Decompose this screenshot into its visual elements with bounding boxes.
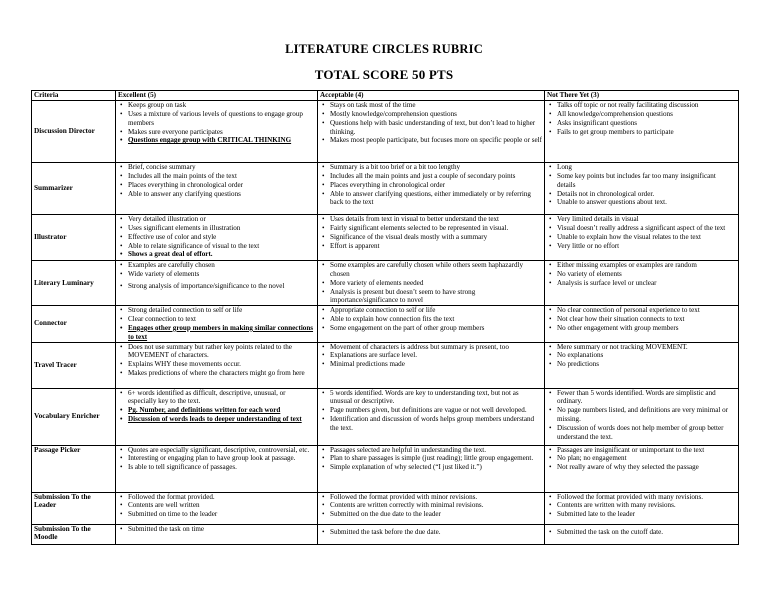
list-item: • Effective use of color and style <box>128 233 315 242</box>
list-item: • All knowledge/comprehension questions <box>557 110 736 119</box>
rubric-title: LITERATURE CIRCLES RUBRIC <box>285 42 483 56</box>
list-item: • Unable to answer questions about text. <box>557 198 736 207</box>
list-item: • Able to answer clarifying questions, either immediately or by referring back to the text <box>330 190 542 208</box>
list-item: • No predictions <box>557 360 736 369</box>
list-item: • Questions help with basic understanding of text, but don’t lead to higher thinking. <box>330 119 542 137</box>
criteria-cell: Connector <box>32 306 116 342</box>
list-item: • Contents are written correctly with minimal revisions. <box>330 501 542 510</box>
list-item: • Questions engage group with CRITICAL THINKING <box>128 136 315 145</box>
list-item: • Stays on task most of the time <box>330 101 542 110</box>
criteria-cell: Travel Tracer <box>32 342 116 388</box>
not-there-yet-cell <box>545 215 739 261</box>
list-item: • Able to relate significance of visual to the text <box>128 242 315 251</box>
list-item: • Wide variety of elements <box>128 270 315 279</box>
list-item: • Plan to share passages is simple (just reading); little group engagement. <box>330 454 542 463</box>
list-item: • Page numbers given, but definitions are vague or not well developed. <box>330 406 542 415</box>
list-item: • Significance of the visual deals mostly with a summary <box>330 233 542 242</box>
criteria-cell: Discussion Director <box>32 101 116 163</box>
list-item: • Followed the format provided with minor revisions. <box>330 493 542 502</box>
not-there-yet-cell <box>545 163 739 215</box>
acceptable-cell <box>318 163 545 215</box>
list-item: • Clear connection to text <box>128 315 315 324</box>
excellent-cell <box>116 342 318 388</box>
criteria-cell: Vocabulary Enricher <box>32 388 116 445</box>
acceptable-cell <box>318 342 545 388</box>
list-item: • Very detailed illustration or <box>128 215 315 224</box>
list-item: • 5 words identified. Words are key to understanding text, but not as unusual or descriptive. <box>330 389 542 407</box>
acceptable-cell <box>318 261 545 306</box>
list-item: • Brief, concise summary <box>128 163 315 172</box>
not-there-yet-cell <box>545 445 739 492</box>
list-item: • No plan; no engagement <box>557 454 736 463</box>
list-item: • Shows a great deal of effort. <box>128 250 315 259</box>
table-row <box>32 492 739 524</box>
list-item: • Is able to tell significance of passages. <box>128 463 315 472</box>
list-item: • Strong detailed connection to self or life <box>128 306 315 315</box>
list-item: • Able to explain how connection fits the text <box>330 315 542 324</box>
rubric-total-score: TOTAL SCORE 50 PTS <box>314 67 454 82</box>
list-item: • Summary is a bit too brief or a bit too lengthy <box>330 163 542 172</box>
list-item: • Analysis is present but doesn’t seem to have strong importance/significance to novel <box>330 288 542 306</box>
header-excellent: Excellent (5) <box>116 91 318 101</box>
list-item: • Not clear how their situation connects to text <box>557 315 736 324</box>
list-item: • Uses significant elements in illustration <box>128 224 315 233</box>
excellent-cell <box>116 261 318 306</box>
list-item: • Simple explanation of why selected (“I just liked it.”) <box>330 463 542 472</box>
list-item: • Contents are well written <box>128 501 315 510</box>
list-item: • Either missing examples or examples are random <box>557 261 736 270</box>
criteria-cell: Summarizer <box>32 163 116 215</box>
list-item: • Contents are written with many revisions. <box>557 501 736 510</box>
acceptable-cell <box>318 445 545 492</box>
list-item: • Submitted the task before the due date. <box>330 528 542 537</box>
excellent-cell <box>116 215 318 261</box>
excellent-cell <box>116 492 318 524</box>
list-item: • Engages other group members in making similar connections to text <box>128 324 315 342</box>
list-item: • Minimal predictions made <box>330 360 542 369</box>
list-item: • No explanations <box>557 351 736 360</box>
list-item: • Fails to get group members to participate <box>557 128 736 137</box>
table-row <box>32 306 739 342</box>
rubric-table <box>31 90 739 545</box>
list-item: • Mostly knowledge/comprehension questions <box>330 110 542 119</box>
header-acceptable: Acceptable (4) <box>318 91 545 101</box>
list-item: • Quotes are especially significant, descriptive, controversial, etc. <box>128 446 315 455</box>
list-item: • Discussion of words does not help member of group better understand the text. <box>557 424 736 442</box>
not-there-yet-cell <box>545 388 739 445</box>
list-item: • Very limited details in visual <box>557 215 736 224</box>
table-row <box>32 261 739 306</box>
list-item: • Some engagement on the part of other group members <box>330 324 542 333</box>
list-item: • More variety of elements needed <box>330 279 542 288</box>
criteria-cell: Illustrator <box>32 215 116 261</box>
list-item: • Effort is apparent <box>330 242 542 251</box>
list-item: • Passages selected are helpful in understanding the text. <box>330 446 542 455</box>
excellent-cell <box>116 388 318 445</box>
table-row <box>32 445 739 492</box>
list-item: • Makes most people participate, but focuses more on specific people or self <box>330 136 542 145</box>
list-item: • Submitted the task on the cutoff date. <box>557 528 736 537</box>
acceptable-cell <box>318 215 545 261</box>
list-item: • Pg. Number, and definitions written for each word <box>128 406 315 415</box>
criteria-cell: Passage Picker <box>32 445 116 492</box>
header-row <box>32 91 739 101</box>
table-row <box>32 215 739 261</box>
list-item: • Passages are insignificant or unimportant to the text <box>557 446 736 455</box>
list-item: • Some key points but includes far too many insignificant details <box>557 172 736 190</box>
table-row <box>32 163 739 215</box>
list-item: • Unable to explain how the visual relates to the text <box>557 233 736 242</box>
list-item: • Does not use summary but rather key points related to the MOVEMENT of characters. <box>128 343 315 361</box>
list-item: • No other engagement with group members <box>557 324 736 333</box>
list-item: • Submitted on time to the leader <box>128 510 315 519</box>
acceptable-cell <box>318 101 545 163</box>
list-item: • Details not in chronological order. <box>557 190 736 199</box>
list-item: • Fairly significant elements selected to be represented in visual. <box>330 224 542 233</box>
list-item: • Able to answer any clarifying questions <box>128 190 315 199</box>
header-not-there-yet: Not There Yet (3) <box>545 91 739 101</box>
criteria-cell: Submission To the Moodle <box>32 524 116 544</box>
excellent-cell <box>116 524 318 544</box>
list-item: • Fewer than 5 words identified. Words are simplistic and ordinary. <box>557 389 736 407</box>
list-item: • Includes all the main points and just a couple of secondary points <box>330 172 542 181</box>
list-item: • No page numbers listed, and definitions are very minimal or missing. <box>557 406 736 424</box>
list-item: • Keeps group on task <box>128 101 315 110</box>
list-item: • Visual doesn’t really address a significant aspect of the text <box>557 224 736 233</box>
list-item: • Uses details from text in visual to better understand the text <box>330 215 542 224</box>
list-item: • Explanations are surface level. <box>330 351 542 360</box>
list-item: • Examples are carefully chosen <box>128 261 315 270</box>
criteria-cell: Literary Luminary <box>32 261 116 306</box>
list-item: • Submitted the task on time <box>128 525 315 534</box>
list-item: • Submitted on the due date to the leader <box>330 510 542 519</box>
not-there-yet-cell <box>545 306 739 342</box>
list-item: • Makes sure everyone participates <box>128 128 315 137</box>
not-there-yet-cell <box>545 492 739 524</box>
list-item: • Followed the format provided. <box>128 493 315 502</box>
acceptable-cell <box>318 524 545 544</box>
list-item: • Asks insignificant questions <box>557 119 736 128</box>
acceptable-cell <box>318 492 545 524</box>
not-there-yet-cell <box>545 101 739 163</box>
not-there-yet-cell <box>545 342 739 388</box>
excellent-cell <box>116 445 318 492</box>
list-item: • Submitted late to the leader <box>557 510 736 519</box>
excellent-cell <box>116 306 318 342</box>
list-item: • Uses a mixture of various levels of questions to engage group members <box>128 110 315 128</box>
table-row <box>32 388 739 445</box>
acceptable-cell <box>318 388 545 445</box>
list-item: • Includes all the main points of the text <box>128 172 315 181</box>
not-there-yet-cell <box>545 524 739 544</box>
list-item: • Identification and discussion of words helps group members understand the text. <box>330 415 542 433</box>
list-item: • Makes predictions of where the characters might go from here <box>128 369 315 378</box>
excellent-cell <box>116 163 318 215</box>
list-item: • Analysis is surface level or unclear <box>557 279 736 288</box>
list-item: • 6+ words identified as difficult, descriptive, unusual, or especially key to the text. <box>128 389 315 407</box>
list-item: • Very little or no effort <box>557 242 736 251</box>
list-item: • Followed the format provided with many revisions. <box>557 493 736 502</box>
header-criteria: Criteria <box>32 91 116 101</box>
list-item: • Places everything in chronological order <box>330 181 542 190</box>
list-item: • Interesting or engaging plan to have group look at passage. <box>128 454 315 463</box>
list-item: • No variety of elements <box>557 270 736 279</box>
list-item: • No clear connection of personal experience to text <box>557 306 736 315</box>
list-item: • Long <box>557 163 736 172</box>
table-row <box>32 101 739 163</box>
list-item: • Mere summary or not tracking MOVEMENT. <box>557 343 736 352</box>
table-row <box>32 524 739 544</box>
list-item: • Not really aware of why they selected the passage <box>557 463 736 472</box>
table-row <box>32 342 739 388</box>
acceptable-cell <box>318 306 545 342</box>
list-item: • Appropriate connection to self or life <box>330 306 542 315</box>
criteria-cell: Submission To the Leader <box>32 492 116 524</box>
list-item: • Some examples are carefully chosen while others seem haphazardly chosen <box>330 261 542 279</box>
list-item: • Talks off topic or not really facilitating discussion <box>557 101 736 110</box>
list-item: • Movement of characters is address but summary is present, too <box>330 343 542 352</box>
list-item: • Discussion of words leads to deeper understanding of text <box>128 415 315 424</box>
list-item: • Places everything in chronological order <box>128 181 315 190</box>
list-item: • Strong analysis of importance/significance to the novel <box>128 282 315 291</box>
excellent-cell <box>116 101 318 163</box>
list-item: • Explains WHY these movements occur. <box>128 360 315 369</box>
not-there-yet-cell <box>545 261 739 306</box>
